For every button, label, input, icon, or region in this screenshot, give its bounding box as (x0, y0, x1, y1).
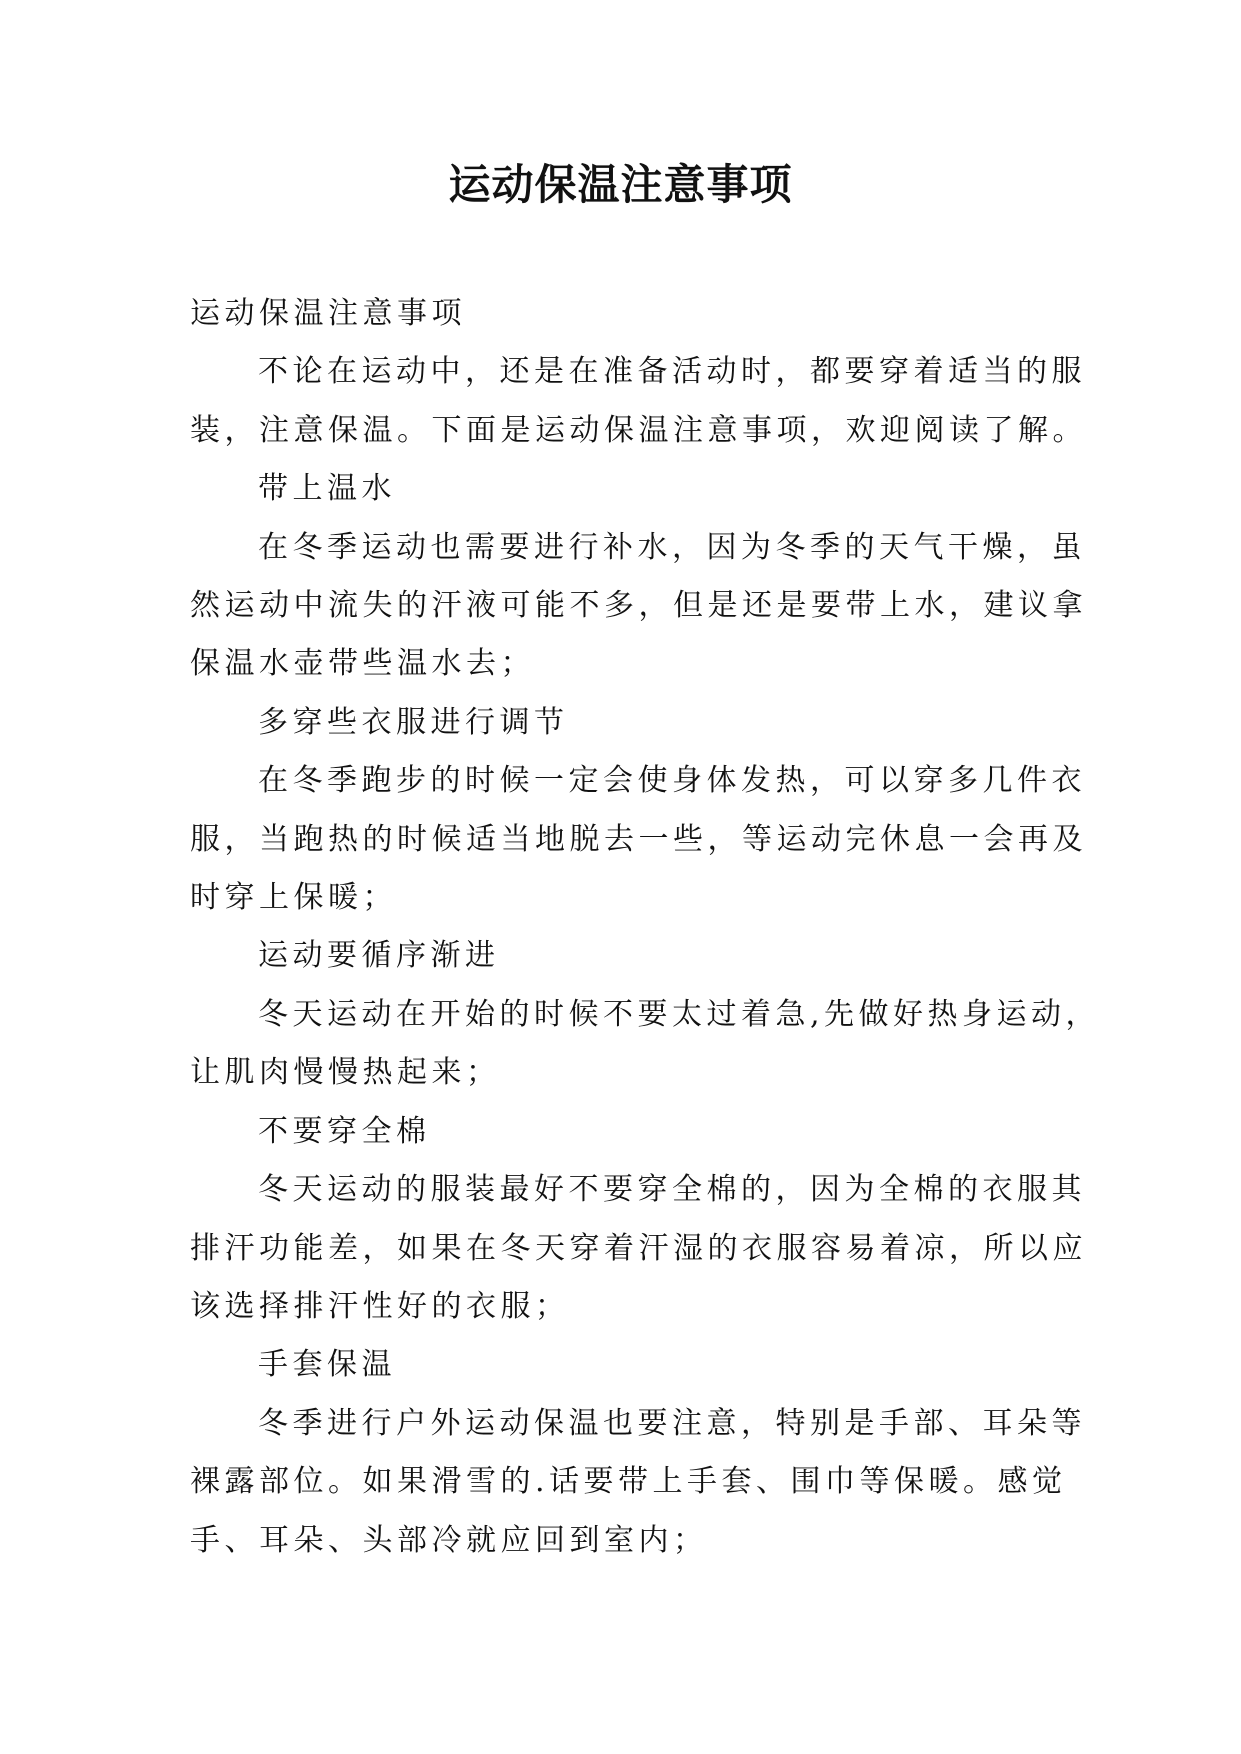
paragraph-line: 保温水壶带些温水去； (190, 646, 535, 682)
paragraph-line: 然运动中流失的汗液可能不多，但是还是要带上水，建议拿 (190, 588, 1087, 624)
document-title: 运动保温注意事项 (448, 160, 793, 209)
intro-paragraph-line: 不论在运动中，还是在准备活动时，都要穿着适当的服 (258, 354, 1086, 390)
doc-subtitle: 运动保温注意事项 (190, 296, 466, 331)
document-body (190, 285, 1101, 1570)
section-heading-warm-water: 带上温水 (258, 471, 396, 507)
paragraph-line: 手、耳朵、头部冷就应回到室内； (190, 1522, 708, 1558)
paragraph-line: 裸露部位。如果滑雪的.话要带上手套、围巾等保暖。感觉 (190, 1464, 1067, 1500)
paragraph-line: 时穿上保暖； (190, 880, 397, 916)
section-heading-layers: 多穿些衣服进行调节 (258, 704, 569, 740)
paragraph-line: 冬季进行户外运动保温也要注意，特别是手部、耳朵等 (258, 1405, 1086, 1441)
section-heading-gradual: 运动要循序渐进 (258, 938, 500, 974)
paragraph-line: 在冬季运动也需要进行补水，因为冬季的天气干燥，虽 (258, 529, 1086, 565)
paragraph-line: 冬天运动在开始的时候不要太过着急,先做好热身运动， (258, 996, 1101, 1032)
section-heading-no-cotton: 不要穿全棉 (258, 1113, 431, 1149)
paragraph-line: 该选择排汗性好的衣服； (190, 1288, 570, 1324)
paragraph-line: 排汗功能差，如果在冬天穿着汗湿的衣服容易着凉，所以应 (190, 1230, 1087, 1266)
paragraph-line: 冬天运动的服装最好不要穿全棉的，因为全棉的衣服其 (258, 1172, 1086, 1208)
section-heading-gloves: 手套保温 (258, 1347, 396, 1383)
paragraph-line: 服，当跑热的时候适当地脱去一些，等运动完休息一会再及 (190, 821, 1087, 857)
paragraph-line: 在冬季跑步的时候一定会使身体发热，可以穿多几件衣 (258, 763, 1086, 799)
intro-paragraph-line: 装，注意保温。下面是运动保温注意事项，欢迎阅读了解。 (190, 412, 1087, 448)
paragraph-line: 让肌肉慢慢热起来； (190, 1055, 501, 1091)
